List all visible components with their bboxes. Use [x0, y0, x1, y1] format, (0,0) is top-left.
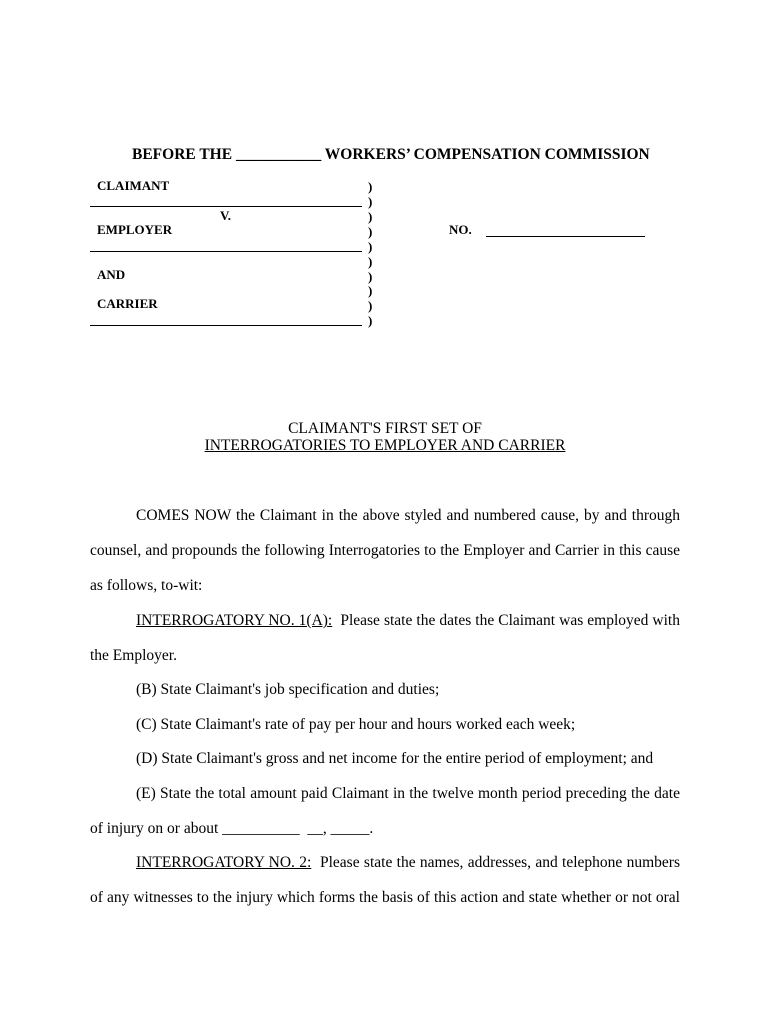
claimant-name-line[interactable] — [90, 206, 362, 207]
intro-line: counsel, and propounds the following Interrogatories to the Employer and Carrier in this cause — [90, 542, 680, 559]
caption-paren: ) — [368, 313, 373, 328]
interrogatory-1a — [136, 612, 680, 630]
heading-suffix: WORKERS’ COMPENSATION COMMISSION — [324, 146, 650, 163]
document-title-line2: INTERROGATORIES TO EMPLOYER AND CARRIER — [204, 437, 566, 454]
caption-paren: ) — [368, 254, 373, 269]
caption-versus: V. — [220, 208, 231, 223]
document-title-line1: CLAIMANT'S FIRST SET OF — [288, 420, 482, 437]
interrogatory-2-text: Please state the names, addresses, and telephone numbers — [319, 854, 681, 871]
caption-paren: ) — [368, 224, 373, 239]
interrogatory-1e: (E) State the total amount paid Claimant in the twelve month period preceding the date — [136, 785, 680, 802]
interrogatory-1b: (B) State Claimant's job specification and duties; — [136, 681, 440, 698]
carrier-name-line[interactable] — [90, 325, 362, 326]
case-number-label: NO. — [449, 222, 472, 237]
caption-paren: ) — [368, 283, 373, 298]
caption-paren: ) — [368, 269, 373, 284]
interrogatory-2-label: INTERROGATORY NO. 2: — [136, 854, 312, 871]
caption-claimant-label: CLAIMANT — [97, 178, 170, 193]
interrogatory-2 — [136, 854, 680, 872]
interrogatory-2-cont: of any witnesses to the injury which forms the basis of this action and state whether or not oral — [90, 889, 680, 906]
intro-line: as follows, to-wit: — [90, 577, 203, 594]
interrogatory-1d: (D) State Claimant's gross and net income for the entire period of employment; and — [136, 750, 654, 767]
interrogatory-1-label: INTERROGATORY NO. 1(A): — [136, 612, 333, 629]
case-number-line[interactable] — [486, 236, 645, 237]
caption-paren: ) — [368, 194, 373, 209]
caption-paren: ) — [368, 209, 373, 224]
interrogatory-1a-text: Please state the dates the Claimant was employed with — [340, 612, 680, 629]
heading-prefix: BEFORE THE — [132, 146, 233, 163]
caption-and-label: AND — [97, 267, 126, 282]
interrogatory-1a-cont: the Employer. — [90, 647, 177, 664]
interrogatory-1c: (C) State Claimant's rate of pay per hour and hours worked each week; — [136, 716, 576, 733]
intro-line: COMES NOW the Claimant in the above styled and numbered cause, by and through — [136, 507, 680, 524]
caption-paren: ) — [368, 298, 373, 313]
heading-commission-blank[interactable]: ___________ — [235, 146, 322, 163]
commission-heading — [132, 146, 650, 164]
caption-employer-label: EMPLOYER — [97, 222, 173, 237]
employer-name-line[interactable] — [90, 251, 362, 252]
interrogatory-1e-cont: of injury on or about __________ __, _____. — [90, 820, 374, 837]
caption-paren: ) — [368, 239, 373, 254]
caption-carrier-label: CARRIER — [97, 296, 158, 311]
caption-paren: ) — [368, 179, 373, 194]
